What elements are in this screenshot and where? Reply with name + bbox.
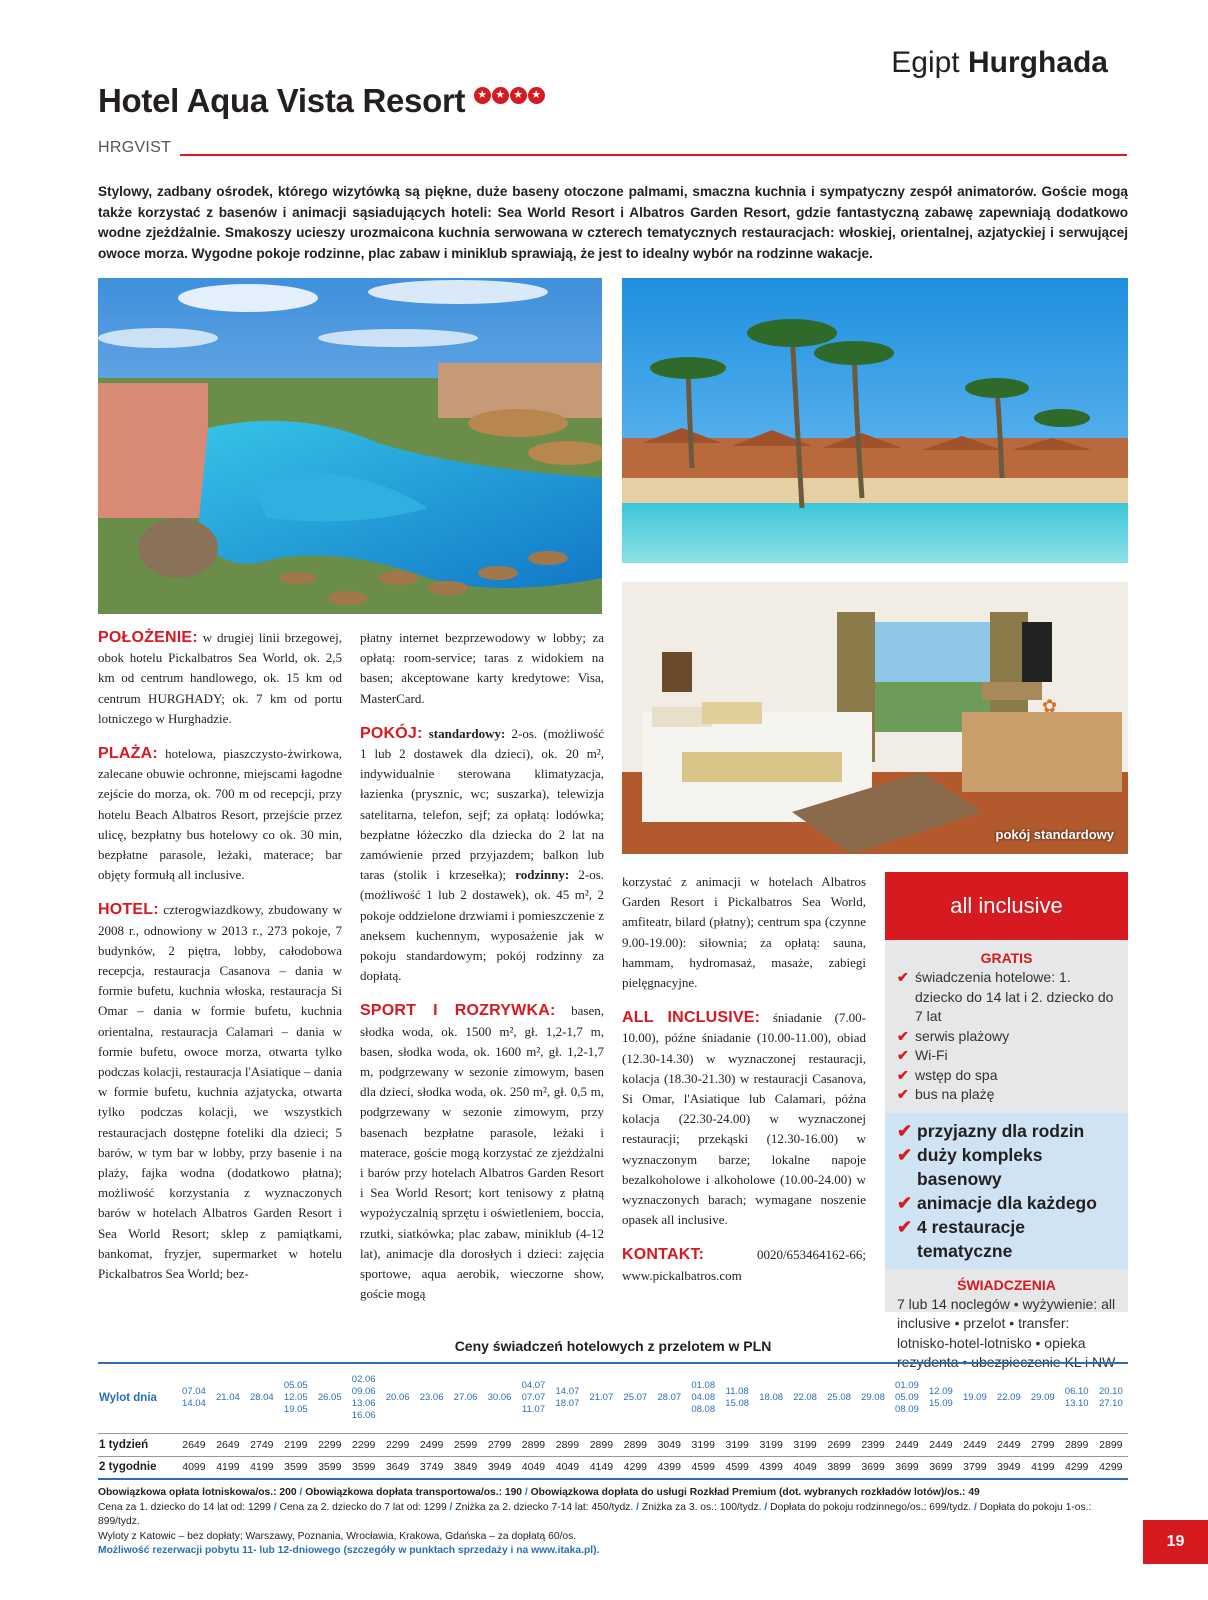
departure-date-cell bbox=[788, 1363, 822, 1433]
section-text: 2-os. (możliwość 1 lub 2 dostawek dla dzieci), ok. 20 m², indywidualnie sterowana klimatyzacja, łazienka (prysznic, wc; suszarka), telewizja satelitarna, telefon, sejf; za opłatą: lodówka; bezpłatne łóżeczko dla dziecka do 2 lat na zamówienie przed przyjazdem; balkon lub taras (stolik i krzesełka); bbox=[360, 725, 605, 883]
price-cell: 4299 bbox=[1060, 1456, 1094, 1479]
price-cell: 3199 bbox=[788, 1433, 822, 1456]
column-3 bbox=[622, 872, 866, 1301]
departure-date: 01.08 bbox=[691, 1380, 716, 1392]
gratis-item bbox=[897, 968, 1118, 1027]
departure-date: 04.08 bbox=[691, 1392, 716, 1404]
price-cell: 4199 bbox=[1026, 1456, 1060, 1479]
swiadczenia-title: ŚWIADCZENIA bbox=[957, 1276, 1056, 1293]
contact-phone: 0020/653464162-66; bbox=[756, 1247, 866, 1263]
departure-date: 09.06 bbox=[351, 1386, 376, 1398]
check-icon: ✔ bbox=[897, 1066, 909, 1083]
note-line: Wyloty z Katowic – bez dopłaty; Warszawy, Poznania, Wrocławia, Krakowa, Gdańska – za dopłatą 60/os. bbox=[98, 1530, 577, 1542]
divider bbox=[180, 154, 1127, 156]
section-kontakt bbox=[622, 1245, 866, 1285]
departure-date-cell bbox=[347, 1363, 381, 1433]
departure-date-cell bbox=[720, 1363, 754, 1433]
note-text: Dopłata do pokoju 1-os.: 899/tydz. bbox=[98, 1501, 1092, 1527]
departure-date-cell bbox=[992, 1363, 1026, 1433]
departure-date: 08.08 bbox=[691, 1404, 716, 1416]
feature-item bbox=[897, 1143, 1118, 1191]
price-cell: 3599 bbox=[313, 1456, 347, 1479]
feature-item bbox=[897, 1215, 1118, 1263]
feature-list bbox=[885, 1113, 1128, 1269]
separator: / bbox=[764, 1501, 768, 1513]
star-icon: ★ bbox=[510, 87, 527, 104]
gratis-item-text: bus na plażę bbox=[915, 1086, 995, 1102]
note-text: Obowiązkowa dopłata do usługi Rozkład Premium (dot. wybranych rozkładów lotów)/os.: 49 bbox=[530, 1487, 980, 1498]
departure-date: 29.09 bbox=[1030, 1392, 1055, 1404]
departure-date: 29.08 bbox=[861, 1392, 885, 1404]
price-cell: 4099 bbox=[177, 1456, 211, 1479]
departure-date-cell bbox=[415, 1363, 449, 1433]
box-header: all inclusive bbox=[885, 872, 1128, 940]
price-cell: 4599 bbox=[720, 1456, 754, 1479]
section-hotel-cont bbox=[360, 628, 604, 709]
price-cell: 2449 bbox=[924, 1433, 958, 1456]
departure-date-cell bbox=[890, 1363, 924, 1433]
price-cell: 2449 bbox=[890, 1433, 924, 1456]
price-row bbox=[98, 1456, 1128, 1479]
separator: / bbox=[449, 1501, 453, 1513]
price-row-label: 1 tydzień bbox=[98, 1433, 177, 1456]
price-cell: 3849 bbox=[449, 1456, 483, 1479]
departure-date: 14.07 bbox=[555, 1386, 580, 1398]
departure-date: 06.10 bbox=[1064, 1386, 1089, 1398]
departure-date: 07.04 bbox=[182, 1386, 206, 1398]
star-icon: ★ bbox=[528, 87, 545, 104]
price-row-label: 2 tygodnie bbox=[98, 1456, 177, 1479]
departure-date: 13.06 bbox=[351, 1398, 376, 1410]
note-text: Cena za 1. dziecko do 14 lat od: 1299 bbox=[98, 1501, 271, 1513]
departure-date: 26.05 bbox=[317, 1392, 342, 1404]
departure-date: 11.08 bbox=[725, 1386, 749, 1398]
destination-country: Egipt bbox=[891, 46, 960, 79]
section-text: 2-os. (możliwość 1 lub 2 dostawek), ok. 45 m², 2 pokoje oddzielone drzwiami i pomieszczenie z aneksem kuchennym, wyposażenie jak w pokoju standardowym; pokój rodzinny za dopłatą. bbox=[360, 867, 604, 984]
section-all-inclusive bbox=[622, 1008, 866, 1230]
gratis-title: GRATIS bbox=[980, 950, 1033, 966]
beach-photo bbox=[622, 278, 1128, 563]
price-cell: 3699 bbox=[924, 1456, 958, 1479]
departure-date: 05.05 bbox=[283, 1380, 308, 1392]
departure-date: 11.07 bbox=[521, 1404, 545, 1416]
price-table bbox=[98, 1362, 1128, 1480]
price-cell: 4599 bbox=[686, 1456, 720, 1479]
gratis-item bbox=[897, 1046, 1118, 1066]
price-cell: 3049 bbox=[652, 1433, 686, 1456]
check-icon: ✔ bbox=[897, 1120, 913, 1141]
departure-date-cell bbox=[177, 1363, 211, 1433]
section-heading: POKÓJ: bbox=[360, 724, 423, 742]
departure-date: 30.06 bbox=[487, 1392, 512, 1404]
photo-caption: pokój standardowy bbox=[995, 827, 1114, 842]
departure-date-cell bbox=[618, 1363, 652, 1433]
departure-date-cell bbox=[856, 1363, 890, 1433]
section-text: śniadanie (7.00-10.00), późne śniadanie (10.00-11.00), obiad (12.30-14.30) w wyznaczonej restauracji, kolacja (18.30-21.30) w restauracji Casanova, Si Omar, l'Asiatique lub Calamari, późna kolacja (22.30-24.00) w wyznaczonej restauracji; przekąski (12.30-16.00) w wyznaczonym barze; lokalne napoje bezalkoholowe i alkoholowe (10.00-24.00) w wyznaczonych barach; wymagane noszenie opasek all inclusive. bbox=[622, 1010, 866, 1228]
destination-city: Hurghada bbox=[967, 46, 1108, 79]
feature-item-text: 4 restauracje tematyczne bbox=[917, 1216, 1025, 1261]
departure-date-cell bbox=[1026, 1363, 1060, 1433]
section-hotel bbox=[98, 900, 342, 1284]
separator: / bbox=[273, 1501, 277, 1513]
price-row bbox=[98, 1433, 1128, 1456]
departure-date-cell bbox=[381, 1363, 415, 1433]
departure-date: 18.07 bbox=[555, 1398, 580, 1410]
separator: / bbox=[524, 1487, 528, 1498]
departure-date-cell bbox=[686, 1363, 720, 1433]
price-cell: 2899 bbox=[618, 1433, 652, 1456]
note-line bbox=[98, 1501, 1128, 1530]
departure-date-cell bbox=[550, 1363, 584, 1433]
departure-date: 04.07 bbox=[521, 1380, 546, 1392]
departure-date-cell bbox=[279, 1363, 313, 1433]
price-cell: 4199 bbox=[211, 1456, 245, 1479]
section-text: korzystać z animacji w hotelach Albatros Garden Resort i Pickalbatros Sea World, amfiteatr, bilard (płatny); centrum spa (czynne 9.00-19.00): siłownia; za opłatą: sauna, hammam, hydromasaż, masaże, zabiegi pielęgnacyjne. bbox=[622, 874, 866, 991]
section-text: płatny internet bezprzewodowy w lobby; za opłatą: room-service; taras z widokiem na basen; akceptowane karty kredytowe: Visa, MasterCard. bbox=[360, 630, 604, 706]
check-icon: ✔ bbox=[897, 1086, 909, 1102]
column-2 bbox=[360, 628, 604, 1320]
departure-date-cell bbox=[483, 1363, 517, 1433]
note-text: Dopłata do pokoju rodzinnego/os.: 699/tydz. bbox=[770, 1501, 972, 1513]
departure-date-cell bbox=[1060, 1363, 1094, 1433]
departure-date: 27.06 bbox=[453, 1392, 478, 1404]
section-polozenie bbox=[98, 628, 342, 729]
price-cell: 2799 bbox=[1026, 1433, 1060, 1456]
room-type-label: standardowy: bbox=[428, 725, 506, 741]
gratis-item-text: wstęp do spa bbox=[915, 1066, 998, 1083]
section-pokoj bbox=[360, 724, 604, 987]
svg-text:✿: ✿ bbox=[1042, 696, 1058, 716]
check-icon: ✔ bbox=[897, 1192, 913, 1213]
departure-date: 28.04 bbox=[249, 1392, 274, 1404]
intro-paragraph: Stylowy, zadbany ośrodek, którego wizytówką są piękne, duże baseny otoczone palmami, smaczna kuchnia i sympatyczny zespół animatorów. Goście mogą także korzystać z basenów i animacji sąsiadujących hoteli: Sea World Resort i Albatros Garden Resort, gdzie fantastyczną zabawę zapewniają dodatkowo wodne zjeżdżalnie. Smakoszy ucieszy urozmaicona kuchnia serwowana w czterech tematycznych restauracjach: włoskiej, orientalnej, azjatyckiej i serwującej owoce morza. Wygodne pokoje rodzinne, plac zabaw i miniklub sprawiają, że jest to idealny wybór na rodzinne wakacje. bbox=[98, 184, 1128, 261]
page-number: 19 bbox=[1143, 1520, 1208, 1564]
section-plaza bbox=[98, 744, 342, 885]
departure-date: 20.10 bbox=[1098, 1386, 1123, 1398]
check-icon: ✔ bbox=[897, 969, 909, 985]
section-heading: POŁOŻENIE: bbox=[98, 629, 198, 646]
section-heading: HOTEL: bbox=[98, 901, 159, 919]
gratis-item bbox=[897, 1085, 1118, 1105]
price-cell: 2899 bbox=[516, 1433, 550, 1456]
price-cell: 3649 bbox=[381, 1456, 415, 1479]
price-cell: 3949 bbox=[483, 1456, 517, 1479]
swiadczenia-text: 7 lub 14 noclegów • wyżywienie: all inclusive • przelot • transfer: lotnisko-hotel-lotnisko • opieka rezydenta • ubezpieczenie KL i NW bbox=[897, 1295, 1116, 1370]
departure-date: 16.06 bbox=[351, 1410, 376, 1422]
departure-date: 15.09 bbox=[929, 1398, 953, 1410]
departure-date-cell bbox=[449, 1363, 483, 1433]
star-icon: ★ bbox=[492, 87, 509, 104]
gratis-item-text: świadczenia hotelowe: 1. dziecko do 14 lat i 2. dziecko do 7 lat bbox=[915, 969, 1114, 1024]
price-cell: 2699 bbox=[822, 1433, 856, 1456]
price-cell: 4299 bbox=[1094, 1456, 1128, 1479]
departure-date: 22.09 bbox=[996, 1392, 1021, 1404]
price-cell: 2649 bbox=[177, 1433, 211, 1456]
price-cell: 3899 bbox=[822, 1456, 856, 1479]
separator: / bbox=[299, 1487, 303, 1498]
check-icon: ✔ bbox=[897, 1027, 909, 1044]
departure-date: 13.10 bbox=[1064, 1398, 1089, 1410]
section-sport-cont bbox=[622, 872, 866, 993]
departure-label: Wylot dnia bbox=[98, 1363, 177, 1433]
departure-date: 22.08 bbox=[793, 1392, 817, 1404]
section-heading: SPORT I ROZRYWKA: bbox=[360, 1002, 556, 1020]
departure-date: 01.09 bbox=[895, 1380, 919, 1392]
feature-item-text: animacje dla każdego bbox=[917, 1192, 1097, 1213]
price-cell: 3799 bbox=[958, 1456, 992, 1479]
price-cell: 2299 bbox=[347, 1433, 381, 1456]
note-text: Zniżka za 2. dziecko 7-14 lat: 450/tydz. bbox=[455, 1501, 634, 1513]
departure-date: 08.09 bbox=[895, 1404, 919, 1416]
price-cell: 4049 bbox=[550, 1456, 584, 1479]
departure-date: 21.07 bbox=[589, 1392, 614, 1404]
section-heading: ALL INCLUSIVE: bbox=[622, 1009, 761, 1027]
note-line: Możliwość rezerwacji pobytu 11- lub 12-dniowego (szczegóły w punktach sprzedaży i na www.itaka.pl). bbox=[98, 1545, 600, 1556]
hotel-code: HRGVIST bbox=[98, 139, 172, 156]
price-notes bbox=[98, 1486, 1128, 1559]
departure-date: 18.08 bbox=[759, 1392, 784, 1404]
note-text: Obowiązkowa dopłata transportowa/os.: 190 bbox=[305, 1487, 523, 1498]
departure-date-cell bbox=[516, 1363, 550, 1433]
price-cell: 3199 bbox=[686, 1433, 720, 1456]
section-text: basen, słodka woda, ok. 1500 m², gł. 1,2-1,7 m, basen, słodka woda, ok. 1600 m², gł. 1,2-1,7 m, podgrzewany w sezonie zimowym, basen dla dzieci, słodka woda, ok. 250 m², gł. 0,5 m, podgrzewany w sezonie zimowym, przy basenach bezpłatne parasole, leżaki i materace, goście mogą korzystać ze zjeżdżalni i barów przy hotelach Albatros Garden Resort i Sea World Resort; kort tenisowy z płatną wypożyczalnią sprzętu i oświetleniem, boccia, rzutki, siatkówka; plac zabaw, miniklub (4-12 lat), animacje dla dorosłych i dzieci: zajęcia sportowe, aqua aerobik, wieczorne show, goście mogą bbox=[360, 1003, 604, 1302]
note-text: Zniżka za 3. os.: 100/tydz. bbox=[641, 1501, 762, 1513]
gratis-item-text: serwis plażowy bbox=[915, 1027, 1010, 1044]
check-icon: ✔ bbox=[897, 1216, 913, 1237]
feature-item bbox=[897, 1191, 1118, 1215]
price-cell: 2199 bbox=[279, 1433, 313, 1456]
note-line bbox=[98, 1486, 1128, 1501]
price-cell: 2499 bbox=[415, 1433, 449, 1456]
contact-website[interactable]: www.pickalbatros.com bbox=[622, 1267, 742, 1283]
departure-date-cell bbox=[924, 1363, 958, 1433]
departure-date-cell bbox=[652, 1363, 686, 1433]
departure-dates-row bbox=[98, 1363, 1128, 1433]
star-icon: ★ bbox=[474, 87, 491, 104]
gratis-item bbox=[897, 1066, 1118, 1086]
price-cell: 3599 bbox=[347, 1456, 381, 1479]
price-cell: 2299 bbox=[381, 1433, 415, 1456]
section-text: czterogwiazdkowy, zbudowany w 2008 r., odnowiony w 2013 r., 273 pokoje, 7 budynków, 2 piętra, lobby, całodobowa recepcja, restauracja Casanova – dania w formie bufetu, kuchnia włoska, restauracja Si Omar – dania w formie bufetu, kuchnia orientalna, restauracja Calamari – dania w formie bufetu, owoce morza, otwarta tylko podczas kolacji, restauracja l'Asiatique – dania w formie bufetu, kuchnia azjatycka, otwarta tylko podczas kolacji, we wszystkich restauracjach dostępne foteliki dla dzieci; 5 barów, w tym bar w lobby, przy basenie i na plaży, fajka wodna (dodatkowo płatna); możliwość korzystania z wyznaczonych barów w hotelach Albatros Garden Resort i Sea World Resort; sklep z pamiątkami, bankomat, fryzjer, supermarket w hotelu Pickalbatros Sea World; bez- bbox=[98, 902, 343, 1282]
departure-date-cell bbox=[313, 1363, 347, 1433]
price-cell: 4199 bbox=[245, 1456, 279, 1479]
departure-date: 25.08 bbox=[827, 1392, 851, 1404]
destination bbox=[891, 46, 1108, 80]
price-cell: 2899 bbox=[1060, 1433, 1094, 1456]
departure-date: 12.09 bbox=[929, 1386, 953, 1398]
price-cell: 4299 bbox=[618, 1456, 652, 1479]
price-cell: 3599 bbox=[279, 1456, 313, 1479]
feature-item-text: duży kompleks basenowy bbox=[917, 1144, 1043, 1189]
price-cell: 4049 bbox=[788, 1456, 822, 1479]
departure-date: 19.09 bbox=[962, 1392, 987, 1404]
departure-date-cell bbox=[754, 1363, 788, 1433]
section-heading: KONTAKT: bbox=[622, 1246, 705, 1264]
feature-item bbox=[897, 1119, 1118, 1143]
departure-date-cell bbox=[584, 1363, 618, 1433]
price-cell: 2899 bbox=[584, 1433, 618, 1456]
departure-date-cell bbox=[245, 1363, 279, 1433]
departure-date: 19.05 bbox=[283, 1404, 308, 1416]
section-sport bbox=[360, 1001, 604, 1304]
gratis-list bbox=[885, 966, 1128, 1105]
departure-date-cell bbox=[211, 1363, 245, 1433]
price-cell: 2299 bbox=[313, 1433, 347, 1456]
hotel-name: Hotel Aqua Vista Resort bbox=[98, 82, 466, 119]
price-cell: 2449 bbox=[992, 1433, 1026, 1456]
price-table-title: Ceny świadczeń hotelowych z przelotem w PLN bbox=[454, 1338, 772, 1354]
price-cell: 4399 bbox=[754, 1456, 788, 1479]
departure-date: 21.04 bbox=[215, 1392, 240, 1404]
departure-date: 05.09 bbox=[895, 1392, 919, 1404]
info-box bbox=[885, 872, 1128, 1370]
room-photo bbox=[622, 582, 1128, 854]
note-text: Cena za 2. dziecko do 7 lat od: 1299 bbox=[279, 1501, 447, 1513]
room-type-label: rodzinny: bbox=[515, 867, 570, 883]
separator: / bbox=[636, 1501, 640, 1513]
note-text: Obowiązkowa opłata lotniskowa/os.: 200 bbox=[98, 1487, 297, 1498]
price-cell: 3699 bbox=[890, 1456, 924, 1479]
check-icon: ✔ bbox=[897, 1144, 913, 1165]
departure-date-cell bbox=[958, 1363, 992, 1433]
section-text: w drugiej linii brzegowej, obok hotelu Pickalbatros Sea World, ok. 2,5 km od centrum handlowego, ok. 15 km od centrum HURGHADY; ok. 7 km od portu lotniczego w Hurghadzie. bbox=[98, 630, 342, 726]
price-cell: 2899 bbox=[1094, 1433, 1128, 1456]
price-cell: 3699 bbox=[856, 1456, 890, 1479]
departure-date: 12.05 bbox=[283, 1392, 308, 1404]
column-1 bbox=[98, 628, 342, 1299]
price-cell: 4399 bbox=[652, 1456, 686, 1479]
separator: / bbox=[973, 1501, 977, 1513]
departure-date: 14.04 bbox=[182, 1398, 206, 1410]
departure-date-cell bbox=[822, 1363, 856, 1433]
price-cell: 3199 bbox=[720, 1433, 754, 1456]
pool-photo bbox=[98, 278, 602, 614]
departure-date-cell bbox=[1094, 1363, 1128, 1433]
departure-date: 28.07 bbox=[657, 1392, 682, 1404]
departure-date: 27.10 bbox=[1098, 1398, 1123, 1410]
price-cell: 2799 bbox=[483, 1433, 517, 1456]
hotel-title bbox=[98, 82, 546, 120]
departure-date: 07.07 bbox=[521, 1392, 546, 1404]
price-cell: 3749 bbox=[415, 1456, 449, 1479]
star-rating bbox=[474, 85, 546, 104]
check-icon: ✔ bbox=[897, 1047, 909, 1063]
price-cell: 4049 bbox=[516, 1456, 550, 1479]
departure-date: 02.06 bbox=[351, 1374, 376, 1386]
feature-item-text: przyjazny dla rodzin bbox=[917, 1120, 1085, 1141]
price-cell: 2449 bbox=[958, 1433, 992, 1456]
departure-date: 23.06 bbox=[419, 1392, 444, 1404]
price-cell: 2899 bbox=[550, 1433, 584, 1456]
gratis-item-text: Wi-Fi bbox=[915, 1047, 948, 1063]
price-cell: 3199 bbox=[754, 1433, 788, 1456]
price-cell: 2649 bbox=[211, 1433, 245, 1456]
departure-date: 15.08 bbox=[725, 1398, 750, 1410]
price-cell: 4149 bbox=[584, 1456, 618, 1479]
price-cell: 2399 bbox=[856, 1433, 890, 1456]
price-cell: 3949 bbox=[992, 1456, 1026, 1479]
departure-date: 25.07 bbox=[623, 1392, 648, 1404]
section-heading: PLAŻA: bbox=[98, 745, 158, 763]
gratis-item bbox=[897, 1027, 1118, 1047]
price-cell: 2599 bbox=[449, 1433, 483, 1456]
departure-date: 20.06 bbox=[385, 1392, 410, 1404]
price-cell: 2749 bbox=[245, 1433, 279, 1456]
section-text: hotelowa, piaszczysto-żwirkowa, zalecane obuwie ochronne, miejscami łagodne zejście do morza, ok. 700 m od recepcji, przy hotelu Beach Albatros Resort, przejście przez ulicę, bezpłatny bus hotelowy co ok. 30 min, bezpłatne parasole, leżaki, materace; bar objęty formułą all inclusive. bbox=[98, 746, 342, 883]
